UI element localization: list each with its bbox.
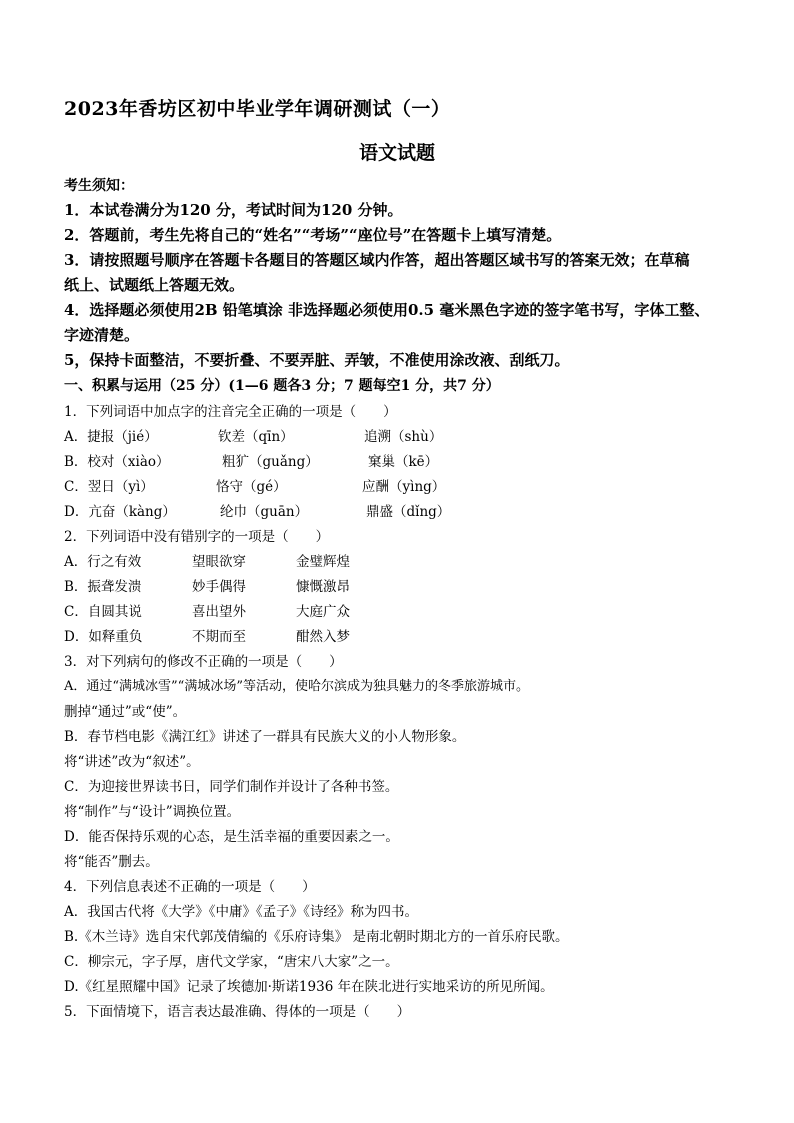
q4-stem: 4．下列信息表述不正确的一项是（ ）: [64, 879, 316, 895]
q1-option-b1: B．校对（xiào）: [64, 454, 170, 470]
notice-4-cont: 字迹清楚。: [64, 326, 140, 344]
notice-heading: 考生须知：: [64, 178, 134, 194]
exam-title: 2023年香坊区初中毕业学年调研测试（一）: [64, 98, 451, 120]
q4-option-a: A．我国古代将《大学》《中庸》《孟子》《诗经》称为四书。: [64, 904, 418, 920]
q1-option-a1: A．捷报（jié）: [64, 429, 158, 445]
q1-option-c1: C．翌日（yì）: [64, 479, 154, 495]
notice-3-cont: 纸上、试题纸上答题无效。: [64, 276, 245, 294]
q2-option-b3: 慷慨激昂: [296, 579, 350, 595]
q3-fix-a: 删掉“通过”或“使”。: [64, 704, 187, 720]
q5-stem: 5．下面情境下，语言表达最准确、得体的一项是（ ）: [64, 1004, 411, 1020]
notice-4: 4．选择题必须使用2B 铅笔填涂 非选择题必须使用0.5 毫米黑色字迹的签字笔书写，字体工整、: [64, 301, 710, 319]
q3-option-c: C．为迎接世界读书日，同学们制作并设计了各种书签。: [64, 779, 399, 795]
notice-3: 3．请按照题号顺序在答题卡各题目的答题区域内作答，超出答题区域书写的答案无效；在草稿: [64, 251, 690, 269]
notice-1: 1．本试卷满分为120 分，考试时间为120 分钟。: [64, 201, 403, 219]
notice-5: 5，保持卡面整洁，不要折叠、不要弄脏、弄皱，不准使用涂改液、刮纸刀。: [64, 351, 570, 369]
q1-option-a3: 追溯（shù）: [364, 429, 443, 445]
q1-option-b3: 窠巢（kē）: [368, 454, 439, 470]
section-heading: 一、积累与运用（25 分）(1—6 题各3 分；7 题每空1 分，共7 分）: [64, 378, 500, 394]
q4-option-b: B.《木兰诗》选自宋代郭茂倩编的《乐府诗集》 是南北朝时期北方的一首乐府民歌。: [64, 929, 569, 945]
notice-2: 2．答题前，考生先将自己的“姓名”“考场”“座位号”在答题卡上填写清楚。: [64, 226, 562, 244]
q2-option-d3: 酣然入梦: [296, 629, 350, 645]
q2-option-d2: 不期而至: [192, 629, 246, 645]
q1-option-a2: 钦差（qīn）: [218, 429, 294, 445]
q2-option-b2: 妙手偶得: [192, 579, 246, 595]
q2-option-c2: 喜出望外: [192, 604, 246, 620]
q3-option-a: A．通过“满城冰雪”“满城冰场”等活动，使哈尔滨成为独具魅力的冬季旅游城市。: [64, 679, 529, 694]
exam-subtitle: 语文试题: [358, 142, 435, 164]
q4-option-c: C．柳宗元，字子厚，唐代文学家，“唐宋八大家”之一。: [64, 954, 399, 970]
q3-option-d: D．能否保持乐观的心态，是生活幸福的重要因素之一。: [64, 829, 399, 845]
q1-option-d3: 鼎盛（dǐng）: [366, 504, 451, 520]
q3-fix-d: 将“能否”删去。: [64, 854, 159, 870]
q3-fix-c: 将“制作”与“设计”调换位置。: [64, 804, 241, 820]
q2-stem: 2．下列词语中没有错别字的一项是（ ）: [64, 529, 330, 545]
q2-option-a1: A．行之有效: [64, 554, 142, 570]
q1-option-b2: 粗犷（guǎng）: [222, 454, 319, 470]
q1-option-d1: D．亢奋（kàng）: [64, 504, 176, 520]
q2-option-d1: D．如释重负: [64, 629, 143, 645]
q2-option-a3: 金璧辉煌: [296, 554, 350, 570]
q2-option-c1: C．自圆其说: [64, 604, 142, 620]
q3-fix-b: 将“讲述”改为“叙述”。: [64, 754, 200, 770]
q1-option-d2: 纶巾（guān）: [220, 504, 309, 520]
q2-option-a2: 望眼欲穿: [192, 554, 246, 570]
q2-option-b1: B．振聋发溃: [64, 579, 142, 595]
q2-option-c3: 大庭广众: [296, 604, 350, 620]
q1-option-c3: 应酬（yìng）: [362, 479, 446, 495]
q1-option-c2: 恪守（gé）: [216, 479, 287, 495]
q4-option-d: D.《红星照耀中国》记录了埃德加·斯诺1936 年在陕北进行实地采访的所见所闻。: [64, 979, 554, 995]
q3-option-b: B．春节档电影《满江红》讲述了一群具有民族大义的小人物形象。: [64, 729, 466, 745]
q1-stem: 1．下列词语中加点字的注音完全正确的一项是（ ）: [64, 404, 397, 420]
q3-stem: 3．对下列病句的修改不正确的一项是（ ）: [64, 654, 343, 670]
